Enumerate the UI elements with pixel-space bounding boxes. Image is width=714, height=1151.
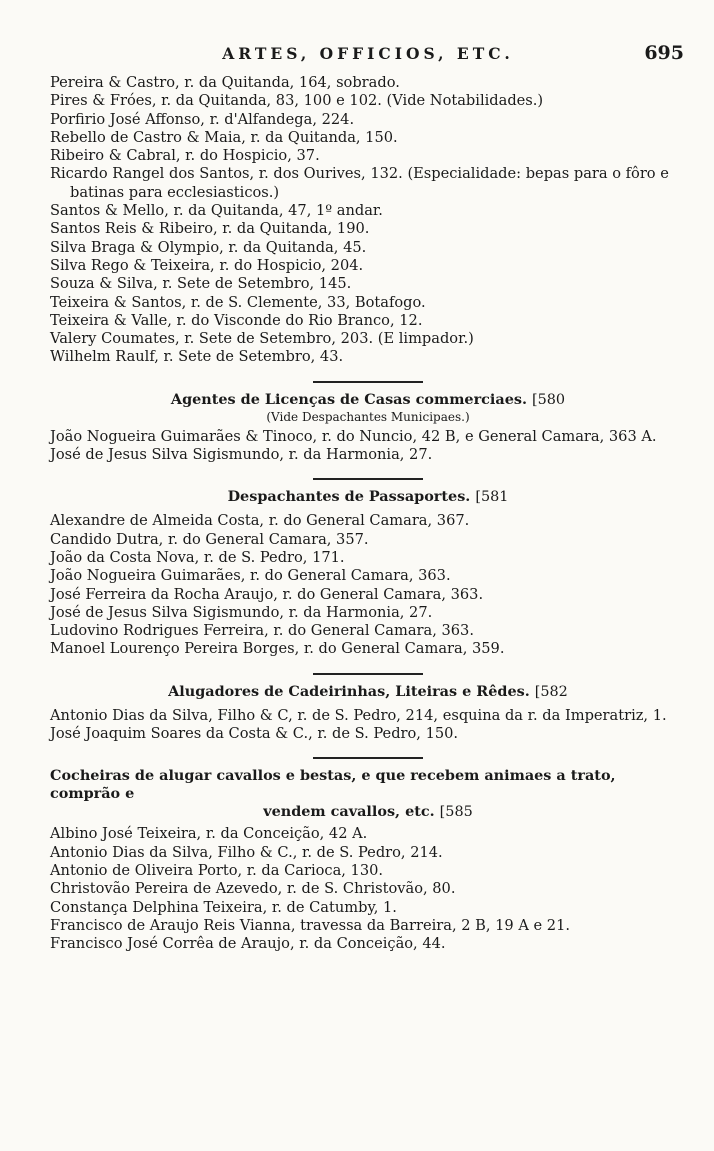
list-item: Ludovino Rodrigues Ferreira, r. do General Camara, 363. [50, 622, 474, 640]
section-number: [581 [475, 489, 509, 506]
list-item: Teixeira & Santos, r. de S. Clemente, 33, Botafogo. [50, 293, 426, 311]
list-item: Wilhelm Raulf, r. Sete de Setembro, 43. [50, 348, 344, 366]
list-item: Santos & Mello, r. da Quitanda, 47, 1º andar. [50, 202, 383, 220]
list-item: Porfirio José Affonso, r. d'Alfandega, 224. [50, 110, 355, 128]
section-divider [313, 673, 423, 675]
list-item: Silva Braga & Olympio, r. da Quitanda, 45. [50, 238, 367, 256]
section-entries-list [50, 707, 686, 744]
section-heading: Cocheiras de alugar cavallos e bestas, e que recebem animaes a trato, comprão e [50, 767, 616, 803]
running-title: ARTES, OFFICIOS, ETC. [222, 44, 514, 63]
list-item: José de Jesus Silva Sigismundo, r. da Harmonia, 27. [50, 446, 433, 464]
section-title: Alugadores de Cadeirinhas, Liteiras e Rêdes. [168, 682, 530, 700]
top-entries-list [50, 74, 686, 367]
list-item: João Nogueira Guimarães, r. do General Camara, 363. [50, 567, 451, 585]
list-item: Albino José Teixeira, r. da Conceição, 42 A. [50, 825, 368, 843]
list-item: João Nogueira Guimarães & Tinoco, r. do Nuncio, 42 B, e General Camara, 363 A. [50, 427, 657, 445]
section-title-continued: vendem cavallos, etc. [263, 803, 435, 821]
list-item: Santos Reis & Ribeiro, r. da Quitanda, 190. [50, 220, 370, 238]
section-title: Despachantes de Passaportes. [227, 488, 471, 506]
list-item: Francisco José Corrêa de Araujo, r. da Conceição, 44. [50, 935, 446, 953]
list-item: José de Jesus Silva Sigismundo, r. da Harmonia, 27. [50, 603, 433, 621]
list-item: Ricardo Rangel dos Santos, r. dos Ourives, 132. (Especialidade: bepas para o fôro e batinas para ecclesiasticos.) [50, 165, 669, 201]
list-item: Antonio Dias da Silva, Filho & C., r. de S. Pedro, 214. [50, 843, 443, 861]
section-title: Agentes de Licenças de Casas commerciaes. [170, 390, 527, 408]
section-entries-list [50, 512, 686, 658]
list-item: Christovão Pereira de Azevedo, r. de S. Christovão, 80. [50, 880, 456, 898]
section-entries-list [50, 428, 686, 465]
list-item: Pereira & Castro, r. da Quitanda, 164, sobrado. [50, 74, 400, 91]
section-divider [313, 478, 423, 480]
section-number: [585 [439, 804, 473, 821]
list-item: Candido Dutra, r. do General Camara, 357. [50, 530, 369, 548]
list-item: José Ferreira da Rocha Araujo, r. do General Camara, 363. [50, 585, 484, 603]
list-item: Francisco de Araujo Reis Vianna, travessa da Barreira, 2 B, 19 A e 21. [50, 916, 571, 934]
list-item: João da Costa Nova, r. de S. Pedro, 171. [50, 548, 345, 566]
list-item: Pires & Fróes, r. da Quitanda, 83, 100 e 102. (Vide Notabilidades.) [50, 92, 544, 110]
list-item: Silva Rego & Teixeira, r. do Hospicio, 204. [50, 256, 364, 274]
section-heading [50, 683, 686, 701]
list-item: Antonio Dias da Silva, Filho & C, r. de S. Pedro, 214, esquina da r. da Imperatriz, 1. [50, 706, 667, 724]
running-head [50, 34, 686, 74]
section-number: [582 [534, 683, 568, 700]
list-item: Alexandre de Almeida Costa, r. do General Camara, 367. [50, 512, 470, 530]
list-item: José Joaquim Soares da Costa & C., r. de S. Pedro, 150. [50, 725, 459, 743]
section-heading [50, 488, 686, 506]
section-number: [580 [532, 391, 566, 408]
list-item: Teixeira & Valle, r. do Visconde do Rio Branco, 12. [50, 311, 423, 329]
list-item: Manoel Lourenço Pereira Borges, r. do General Camara, 359. [50, 640, 505, 658]
page-number: 695 [644, 42, 684, 64]
list-item: Rebello de Castro & Maia, r. da Quitanda, 150. [50, 128, 398, 146]
section-entries-list [50, 825, 686, 953]
list-item: Constança Delphina Teixeira, r. de Catumby, 1. [50, 898, 397, 916]
list-item: Valery Coumates, r. Sete de Setembro, 203. (E limpador.) [50, 330, 474, 348]
section-note: (Vide Despachantes Municipaes.) [266, 409, 470, 424]
list-item: Ribeiro & Cabral, r. do Hospicio, 37. [50, 147, 320, 165]
section-heading [50, 391, 686, 409]
list-item: Souza & Silva, r. Sete de Setembro, 145. [50, 275, 352, 293]
list-item: Antonio de Oliveira Porto, r. da Carioca, 130. [50, 861, 384, 879]
section-heading-continued [50, 803, 686, 821]
section-divider [313, 381, 423, 383]
section-divider [313, 757, 423, 759]
